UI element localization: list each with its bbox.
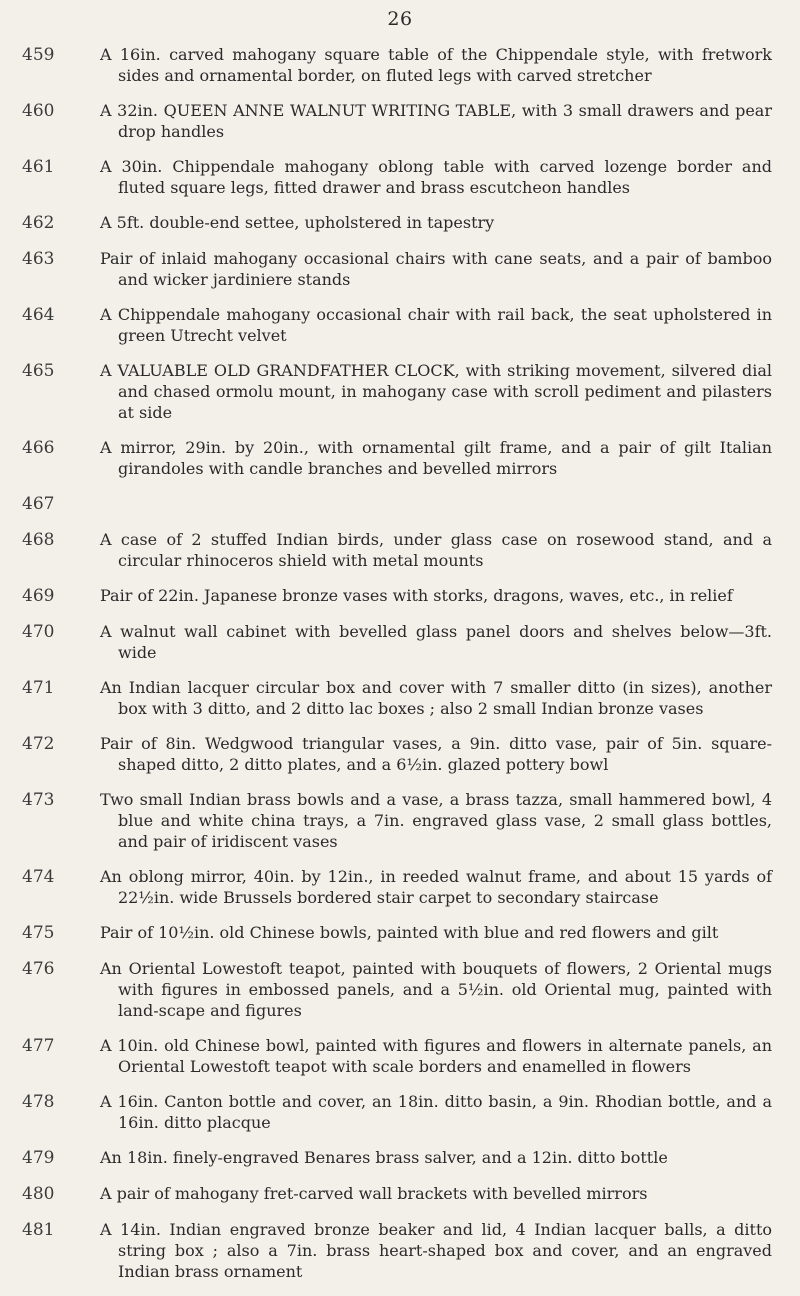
lot-description: A 5ft. double-end settee, upholstered in tapestry: [100, 213, 495, 232]
lot-description: An Oriental Lowestoft teapot, painted with bouquets of flowers, 2 Oriental mugs with figures in embossed panels, and a 5½in. old Oriental mug, painted with land-scape and figures: [100, 959, 772, 1020]
lot-entry: [0, 621, 800, 663]
lot-description: Pair of 10½in. old Chinese bowls, painted with blue and red flowers and gilt: [100, 923, 719, 942]
lot-number: 477: [22, 1036, 55, 1056]
lot-number: 466: [22, 438, 55, 458]
lot-number: 467: [22, 494, 55, 514]
lot-description: A walnut wall cabinet with bevelled glass panel doors and shelves below—3ft. wide: [100, 622, 772, 662]
lot-entry: [0, 866, 800, 908]
lot-description: Pair of 8in. Wedgwood triangular vases, a 9in. ditto vase, pair of 5in. square-shaped ditto, 2 ditto plates, and a 6½in. glazed pottery bowl: [100, 734, 772, 774]
lot-description: A 16in. Canton bottle and cover, an 18in. ditto basin, a 9in. Rhodian bottle, and a 16in. ditto placque: [100, 1092, 772, 1132]
lot-description: A 32in. QUEEN ANNE WALNUT WRITING TABLE, with 3 small drawers and pear drop handles: [100, 101, 772, 141]
lot-number: 462: [22, 213, 55, 233]
lot-entry: [0, 1035, 800, 1077]
lot-number: 480: [22, 1184, 55, 1204]
lot-number: 459: [22, 45, 55, 65]
lot-entry: [0, 733, 800, 775]
lot-entry: [0, 248, 800, 290]
lot-list: [0, 44, 800, 1296]
lot-number: 468: [22, 530, 55, 550]
lot-entry: [0, 585, 800, 607]
lot-number: 469: [22, 586, 55, 606]
lot-description: A case of 2 stuffed Indian birds, under glass case on rosewood stand, and a circular rhinoceros shield with metal mounts: [100, 530, 772, 570]
lot-entry: [0, 156, 800, 198]
lot-entry: [0, 304, 800, 346]
lot-entry: [0, 100, 800, 142]
lot-entry: [0, 922, 800, 944]
lot-entry: [0, 677, 800, 719]
lot-entry: [0, 1091, 800, 1133]
lot-description: Pair of inlaid mahogany occasional chairs with cane seats, and a pair of bamboo and wicker jardiniere stands: [100, 249, 772, 289]
lot-description: An oblong mirror, 40in. by 12in., in reeded walnut frame, and about 15 yards of 22½in. wide Brussels bordered stair carpet to secondary staircase: [100, 867, 772, 907]
lot-entry: [0, 1183, 800, 1205]
lot-description: An Indian lacquer circular box and cover with 7 smaller ditto (in sizes), another box with 3 ditto, and 2 ditto lac boxes ; also 2 small Indian bronze vases: [100, 678, 772, 718]
lot-description: An 18in. finely-engraved Benares brass salver, and a 12in. ditto bottle: [100, 1148, 668, 1167]
lot-number: 479: [22, 1148, 55, 1168]
lot-number: 474: [22, 867, 55, 887]
lot-number: 470: [22, 622, 55, 642]
lot-description: A mirror, 29in. by 20in., with ornamental gilt frame, and a pair of gilt Italian girandoles with candle branches and bevelled mirrors: [100, 438, 772, 478]
lot-entry: [0, 1147, 800, 1169]
lot-number: 465: [22, 361, 55, 381]
lot-entry: [0, 437, 800, 479]
lot-number: 464: [22, 305, 55, 325]
lot-description: A 14in. Indian engraved bronze beaker and lid, 4 Indian lacquer balls, a ditto string box ; also a 7in. brass heart-shaped box and cover, and an engraved Indian brass ornament: [100, 1220, 772, 1281]
lot-number: 475: [22, 923, 55, 943]
lot-number: 481: [22, 1220, 55, 1240]
lot-entry: [0, 44, 800, 86]
lot-entry: [0, 789, 800, 852]
lot-description: A 16in. carved mahogany square table of the Chippendale style, with fretwork sides and ornamental border, on fluted legs with carved stretcher: [100, 45, 772, 85]
lot-number: 473: [22, 790, 55, 810]
lot-description: Pair of 22in. Japanese bronze vases with storks, dragons, waves, etc., in relief: [100, 586, 733, 605]
lot-number: 471: [22, 678, 55, 698]
lot-number: 478: [22, 1092, 55, 1112]
lot-description: A VALUABLE OLD GRANDFATHER CLOCK, with striking movement, silvered dial and chased ormolu mount, in mahogany case with scroll pediment and pilasters at side: [100, 361, 772, 422]
lot-description: A 30in. Chippendale mahogany oblong table with carved lozenge border and fluted square legs, fitted drawer and brass escutcheon handles: [100, 157, 772, 197]
lot-number: 461: [22, 157, 55, 177]
lot-entry: [0, 212, 800, 234]
lot-entry: [0, 1219, 800, 1282]
lot-description: A 10in. old Chinese bowl, painted with figures and flowers in alternate panels, an Oriental Lowestoft teapot with scale borders and enamelled in flowers: [100, 1036, 772, 1076]
lot-number: 463: [22, 249, 55, 269]
lot-entry: [0, 360, 800, 423]
lot-number: 472: [22, 734, 55, 754]
lot-number: 476: [22, 959, 55, 979]
lot-entry: [0, 529, 800, 571]
lot-entry: [0, 958, 800, 1021]
lot-description: Two small Indian brass bowls and a vase, a brass tazza, small hammered bowl, 4 blue and white china trays, a 7in. engraved glass vase, 2 small glass bottles, and pair of iridiscent vases: [100, 790, 772, 851]
lot-number: 460: [22, 101, 55, 121]
page-number: 26: [387, 8, 413, 30]
lot-description: A Chippendale mahogany occasional chair with rail back, the seat upholstered in green Utrecht velvet: [100, 305, 772, 345]
lot-description: A pair of mahogany fret-carved wall brackets with bevelled mirrors: [100, 1184, 648, 1203]
lot-entry: [0, 493, 800, 515]
